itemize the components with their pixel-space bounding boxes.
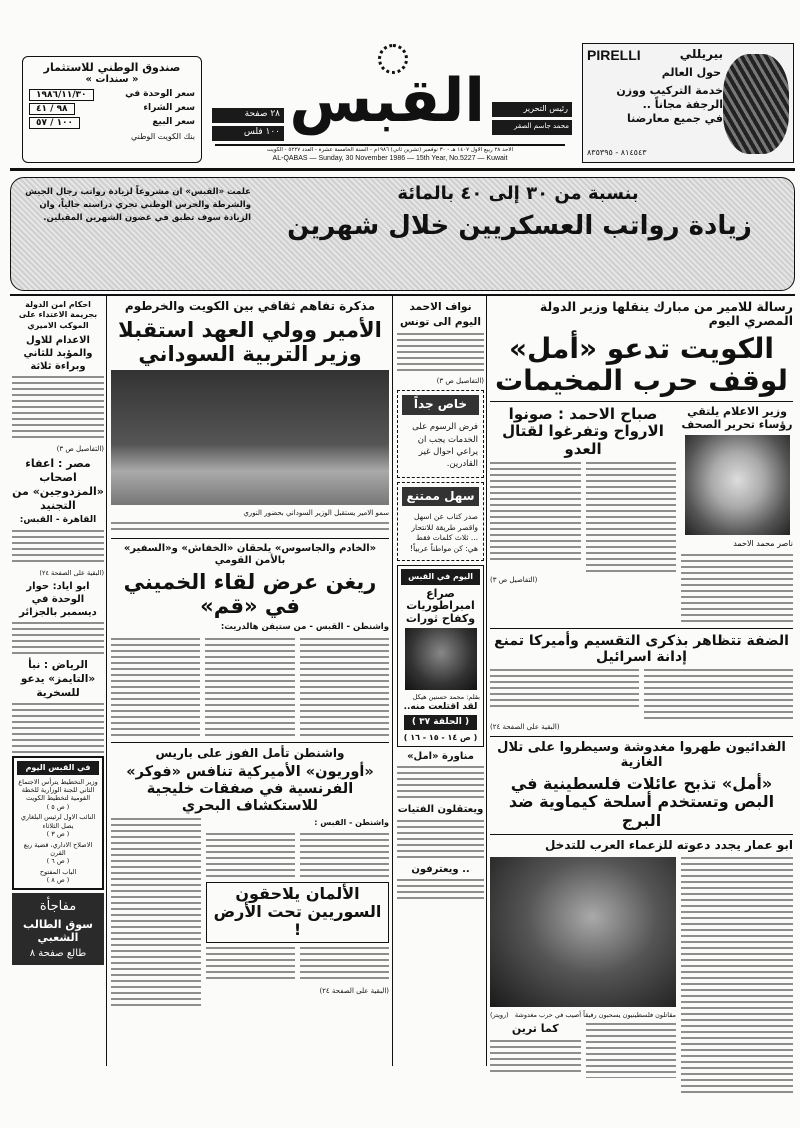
girls-arrest-title: ويعتقلون الفتيات <box>397 804 484 816</box>
inside-item: النائب الاول لرئيس البلغاري يصل الثلاثاء ( ص ٣ ) <box>20 813 96 839</box>
info-minister-caption: ناصر محمد الاحمد <box>733 539 793 549</box>
orion-body-1 <box>300 833 389 878</box>
inside-item: وزير التخطيط يترأس الاجتماع الثاني للجنة الوزارية للخطة القومية لتخطيط الكويت ( ص ٥ ) <box>18 777 98 811</box>
column-rule <box>392 296 393 1066</box>
orion-body-2 <box>206 833 295 878</box>
germans-box <box>206 882 389 943</box>
state-security-continue: (التفاصيل ص ٣) <box>56 445 104 454</box>
promo-line-3: طالع صفحة ٨ <box>29 947 87 959</box>
today-quote: لقد اقتلعت منه.. <box>403 701 478 712</box>
riyadh-headline: الرياض : نبأ «التايمز» يدعو للسخرية <box>20 659 96 699</box>
inside-today-label: في القبس اليوم <box>17 761 99 774</box>
nawaf-headline: نواف الاحمد اليوم الى تونس <box>400 301 481 328</box>
column-rule <box>106 296 107 1066</box>
sabah-body-1 <box>586 462 677 572</box>
west-bank-body-2 <box>490 669 639 711</box>
fighters-photo <box>490 857 676 1007</box>
egypt-body <box>12 530 104 566</box>
khas-jiddan-box <box>397 390 484 477</box>
khas-jiddan-text: فرض الرسوم على الخدمات يجب ان يراعي احوال غير القادرين. <box>412 422 478 470</box>
column-rule <box>486 296 487 1066</box>
divider <box>490 628 793 629</box>
divider <box>10 294 795 296</box>
girls-arrest-body <box>397 820 484 860</box>
banner-headline: زيادة رواتب العسكريين خلال شهرين <box>287 211 752 241</box>
box-title-kama-tarin: كما ترين <box>511 1022 559 1036</box>
reagan-body-1 <box>300 638 389 738</box>
nawaf-continue: (التفاصيل ص ٣) <box>436 377 484 386</box>
confess-body <box>397 879 484 903</box>
arafat-subheadline: ابو عمار يجدد دعوته للزعماء العرب للتدخل <box>544 838 793 853</box>
germans-body-2 <box>206 947 295 983</box>
student-market-promo <box>12 893 104 965</box>
egypt-continue: (البقية على الصفحة ٢٤) <box>39 568 104 577</box>
divider <box>215 144 565 146</box>
sabah-continue: (التفاصيل ص ٣) <box>490 575 538 584</box>
west-bank-continue: (البقية على الصفحة ٢٤) <box>490 722 560 731</box>
sahl-momtana-title: سهل ممتنع <box>402 487 479 507</box>
pirelli-offer: خدمة التركيب ووزن الرجفة مجاناً .. في جميع معارضنا <box>616 84 723 125</box>
photo-credit: (رويتر) <box>490 1010 509 1019</box>
fund-row: سعر الوحدة في ١٩٨٦/١١/٣٠ <box>29 89 195 101</box>
sabah-subheadline: صباح الاحمد : صونوا الارواح وتفرغوا لقتال العدو <box>502 405 664 458</box>
fund-title: صندوق الوطني للاستثمار <box>43 61 181 74</box>
banner-summary: علمت «القبس» ان مشروعاً لزيادة رواتب رجال الجيش والشرطة والحرس الوطني تجري دراسته حالياً، وان الزيادة سوف تطبق في غضون الشهرين المقبلين. <box>25 187 251 223</box>
sahl-momtana-box <box>397 482 484 562</box>
germans-headline: الألمان يلاحقون السوريين تحت الأرض ! <box>213 883 382 940</box>
info-minister-headline: وزير الاعلام يلتقي رؤساء تحرير الصحف <box>681 405 793 431</box>
sahl-momtana-text: صدر كتاب عن اسهل واقصر طريقة للانتحار ... ثلاث كلمات فقط هي: كن مواطناً عربياً! <box>410 512 478 553</box>
abu-iyad-headline: ابو اياد: حوار الوحدة في ديسمبر بالجزائر <box>19 581 97 619</box>
banner-story <box>10 177 795 291</box>
reagan-body-2 <box>205 638 294 738</box>
germans-body-1 <box>300 947 389 983</box>
heikal-photo <box>405 628 477 690</box>
amir-caption-body <box>111 522 389 534</box>
pirelli-ad <box>582 43 794 163</box>
date-line-ar: الاحد ٢٨ ربيع الاول ١٤٠٧ هـ - ٣٠ نوفمبر (تشرين ثاني) ١٩٨٦م - السنة الخامسة عشرة - العدد ٥٢٢٧ - الكويت <box>266 147 514 153</box>
orion-kicker: واشنطن تأمل الفوز على باريس <box>155 745 345 760</box>
fund-box <box>22 56 202 163</box>
riyadh-body <box>12 703 104 753</box>
state-security-headline: الاعدام للاول والمؤبد للثاني وبراءة ثلاثة <box>23 335 93 373</box>
fedayeen-kicker: الفدائيون طهروا مغدوشة وسيطروا على تلال الغازية <box>497 740 786 771</box>
left-column <box>12 300 104 965</box>
bank-name: بنك الكويت الوطني <box>130 132 195 141</box>
reagan-headline: ريغن عرض لقاء الخميني في «قم» <box>123 570 377 619</box>
orion-headline: «أوريون» الأميركية تنافس «فوكر» الفرنسية في صفقات خليجية للاستكشاف البحري <box>126 764 374 814</box>
middle-column <box>397 300 484 903</box>
pirelli-tag: حول العالم <box>661 66 721 79</box>
pages-tag: ٢٨ صفحة <box>212 108 284 123</box>
today-headline: صراع امبراطوريات وكفاح ثورات <box>405 586 476 625</box>
confess-title: .. ويعترفون <box>411 863 470 875</box>
today-in-qabas-box <box>397 565 484 746</box>
pirelli-brand-ar: بيريللي <box>679 47 723 61</box>
abu-iyad-body <box>12 622 104 656</box>
fighters-caption: مقاتلون فلسطينيون يسحبون رفيقاً أصيب في حرب مغدوشة <box>514 1010 676 1019</box>
masthead-logo: القبس <box>289 66 485 136</box>
amal-maneuver-body <box>397 766 484 800</box>
promo-line-2: سوق الطالب الشعبي <box>23 917 93 944</box>
right-column <box>490 300 793 1097</box>
fund-row: سعر الشراء ٩٨ / ٤١ <box>29 103 195 115</box>
today-pages: ( ص ١٤ - ١٥ - ١٦ ) <box>403 732 478 742</box>
editor-name: محمد جاسم الصقر <box>492 120 572 135</box>
divider <box>490 834 793 835</box>
reagan-byline: واشنطن - القبس - من ستيفن هالدريت: <box>220 622 389 633</box>
orion-byline: واشنطن - القبس : <box>314 818 389 828</box>
tire-image <box>723 54 789 154</box>
germans-continue: (البقية على الصفحة ٢٤) <box>319 986 389 995</box>
reagan-kicker: «الخادم والجاسوس» يلحقان «الخفاش» و«السفير» بالأمن القومي <box>123 543 377 566</box>
fighters-photo-block <box>490 857 676 1078</box>
promo-line-1: مفاجأة <box>39 898 77 914</box>
divider <box>490 401 793 402</box>
episode-number: ( الحلقة ٣٧ ) <box>404 715 477 729</box>
sabah-body-2 <box>490 462 581 562</box>
amir-headline: الأمير وولي العهد استقبلا وزير التربية السوداني <box>118 317 382 366</box>
divider <box>10 168 795 171</box>
divider <box>111 538 389 539</box>
fedayeen-body-left <box>586 1023 677 1078</box>
today-byline: بقلم: محمد حسنين هيكل <box>412 693 480 702</box>
amir-kicker: مذكرة تفاهم ثقافي بين الكويت والخرطوم <box>124 299 376 313</box>
banner-kicker: بنسبة من ٣٠ إلى ٤٠ بالمائة <box>397 183 639 204</box>
divider <box>111 742 389 743</box>
date-line-en: AL-QABAS — Sunday, 30 November 1986 — 15th Year, No.5227 — Kuwait <box>272 155 508 162</box>
state-security-kicker: احكام امن الدولة بجريمة الاعتداء على الموكب الاميري <box>18 300 98 330</box>
info-minister-story <box>681 406 793 624</box>
egypt-headline: مصر : اعفاء اصحاب «المزدوجين» من التجنيد <box>12 457 104 512</box>
center-column <box>111 300 389 1008</box>
today-label: اليوم في القبس <box>401 569 480 584</box>
info-minister-body <box>681 554 793 624</box>
amal-maneuver-title: مناورة «امل» <box>407 750 474 762</box>
west-bank-headline: الضفة تتظاهر بذكرى التقسيم وأميركا تمنع إدانة اسرائيل <box>494 632 789 665</box>
pirelli-brand: PIRELLI <box>587 47 641 63</box>
price-tag: ١٠٠ فلس <box>212 126 284 141</box>
divider <box>490 736 793 737</box>
amir-photo <box>111 370 389 505</box>
inside-item: الاصلاح الاداري، قضية ربع القرن ( ص ٦ ) <box>23 840 93 866</box>
pirelli-phones: ٨١٤٥٤٣ - ٨٣٥٣٩٥ <box>587 148 647 157</box>
kama-tarin-body <box>490 1040 581 1072</box>
fedayeen-body-right <box>681 857 793 1097</box>
nawaf-body <box>397 333 484 373</box>
fund-row: سعر البيع ١٠٠ / ٥٧ <box>29 117 195 129</box>
main-headline: الكويت تدعو «أمل» لوقف حرب المخيمات <box>495 331 788 397</box>
editor-label: رئيس التحرير <box>492 102 572 117</box>
fedayeen-headline: «أمل» تذبح عائلات فلسطينية في البص وتستخدم أسلحة كيماوية ضد البرج <box>508 773 775 830</box>
amir-photo-caption: سمو الامير يستقبل الوزير السوداني بحضور النوري <box>243 509 389 518</box>
egypt-byline: القاهرة - القبس: <box>19 515 97 526</box>
main-kicker: رسالة للامير من مبارك ينقلها وزير الدولة المصري اليوم <box>539 299 793 329</box>
khas-jiddan-title: خاص جداً <box>402 395 479 415</box>
state-security-body <box>12 376 104 442</box>
inside-item: الباب المفتوح ( ص ٨ ) <box>39 867 77 885</box>
sabah-story <box>490 406 676 585</box>
inside-today-box <box>12 756 104 889</box>
info-minister-photo <box>685 435 790 535</box>
west-bank-body-1 <box>644 669 793 719</box>
reagan-body-3 <box>111 638 200 738</box>
fund-subtitle: « سندات » <box>85 74 139 85</box>
orion-body-3 <box>111 818 201 1008</box>
